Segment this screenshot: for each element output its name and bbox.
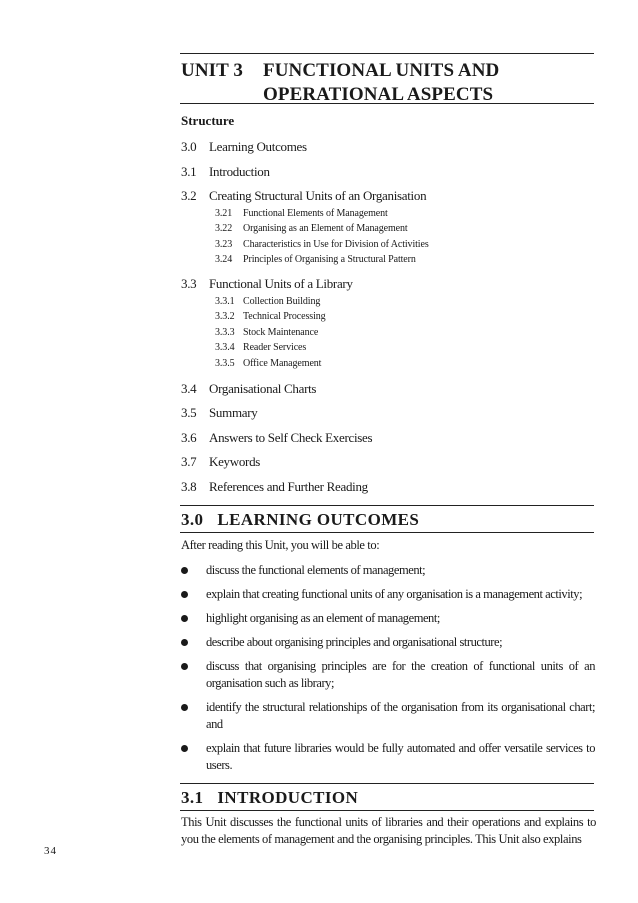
toc-label: Learning Outcomes <box>209 139 307 154</box>
unit-number: UNIT 3 <box>181 60 244 81</box>
toc-number: 3.1 <box>181 164 197 179</box>
toc-label: Collection Building <box>243 296 321 307</box>
bullet-text: explain that creating functional units of any organisation is a management activity; <box>206 587 583 601</box>
unit-title-line-1: FUNCTIONAL UNITS AND <box>263 60 500 81</box>
bullet-icon <box>181 615 188 622</box>
toc-label: Characteristics in Use for Division of Activities <box>243 239 429 250</box>
bullet-text: discuss that organising principles are for the creation of functional units of an organisation such as library; <box>206 659 595 690</box>
section-rule <box>180 505 594 506</box>
section-rule <box>180 532 594 533</box>
bullet-text: describe about organising principles and organisational structure; <box>206 635 503 649</box>
structure-heading: Structure <box>181 113 235 128</box>
bullet-icon <box>181 663 188 670</box>
toc-label: Reader Services <box>243 342 307 353</box>
toc-label: Stock Maintenance <box>243 327 319 338</box>
toc-label: Creating Structural Units of an Organisation <box>209 188 427 203</box>
toc-number: 3.8 <box>181 479 197 494</box>
toc-label: Summary <box>209 405 258 420</box>
toc-label: Office Management <box>243 358 322 369</box>
introduction-heading: 3.1 INTRODUCTION <box>181 788 359 807</box>
toc-number: 3.21 <box>215 208 233 219</box>
toc-number: 3.3.2 <box>215 311 235 322</box>
toc-number: 3.2 <box>181 188 197 203</box>
toc-number: 3.23 <box>215 239 233 250</box>
top-rule <box>180 53 594 54</box>
bullet-text: discuss the functional elements of management; <box>206 563 426 577</box>
toc-label: Functional Units of a Library <box>209 276 353 291</box>
toc-number: 3.7 <box>181 454 197 469</box>
bullet-text: explain that future libraries would be fully automated and offer versatile services to users. <box>206 741 595 772</box>
learning-outcomes-intro: After reading this Unit, you will be able to: <box>181 538 380 552</box>
toc-label: Organisational Charts <box>209 381 317 396</box>
toc-number: 3.3.5 <box>215 358 235 369</box>
toc-number: 3.3.4 <box>215 342 235 353</box>
section-rule <box>180 810 594 811</box>
unit-title-line-2: OPERATIONAL ASPECTS <box>263 84 494 105</box>
title-bottom-rule <box>180 103 594 104</box>
toc-number: 3.4 <box>181 381 197 396</box>
toc-label: References and Further Reading <box>209 479 368 494</box>
toc-number: 3.24 <box>215 254 233 265</box>
toc-label: Keywords <box>209 454 261 469</box>
bullet-icon <box>181 745 188 752</box>
toc-number: 3.0 <box>181 139 197 154</box>
toc-number: 3.5 <box>181 405 197 420</box>
toc-label: Principles of Organising a Structural Pattern <box>243 254 416 265</box>
bullet-text: highlight organising as an element of management; <box>206 611 440 625</box>
toc-label: Introduction <box>209 164 270 179</box>
toc-number: 3.6 <box>181 430 197 445</box>
toc-label: Functional Elements of Management <box>243 208 388 219</box>
bullet-icon <box>181 567 188 574</box>
toc-label: Organising as an Element of Management <box>243 223 408 234</box>
bullet-text: identify the structural relationships of the organisation from its organisational chart; and <box>206 700 595 731</box>
bullet-icon <box>181 704 188 711</box>
bullet-icon <box>181 591 188 598</box>
toc-number: 3.3.3 <box>215 327 235 338</box>
toc-label: Technical Processing <box>243 311 326 322</box>
toc-number: 3.3.1 <box>215 296 235 307</box>
toc-number: 3.3 <box>181 276 197 291</box>
section-rule <box>180 783 594 784</box>
bullet-icon <box>181 639 188 646</box>
toc-label: Answers to Self Check Exercises <box>209 430 373 445</box>
learning-outcomes-heading: 3.0 LEARNING OUTCOMES <box>181 510 420 529</box>
toc-number: 3.22 <box>215 223 233 234</box>
page-number: 34 <box>44 845 57 857</box>
introduction-text: This Unit discusses the functional units of libraries and their operations and explains to you the elements of management and the organising principles. This Unit also explains <box>181 815 596 846</box>
